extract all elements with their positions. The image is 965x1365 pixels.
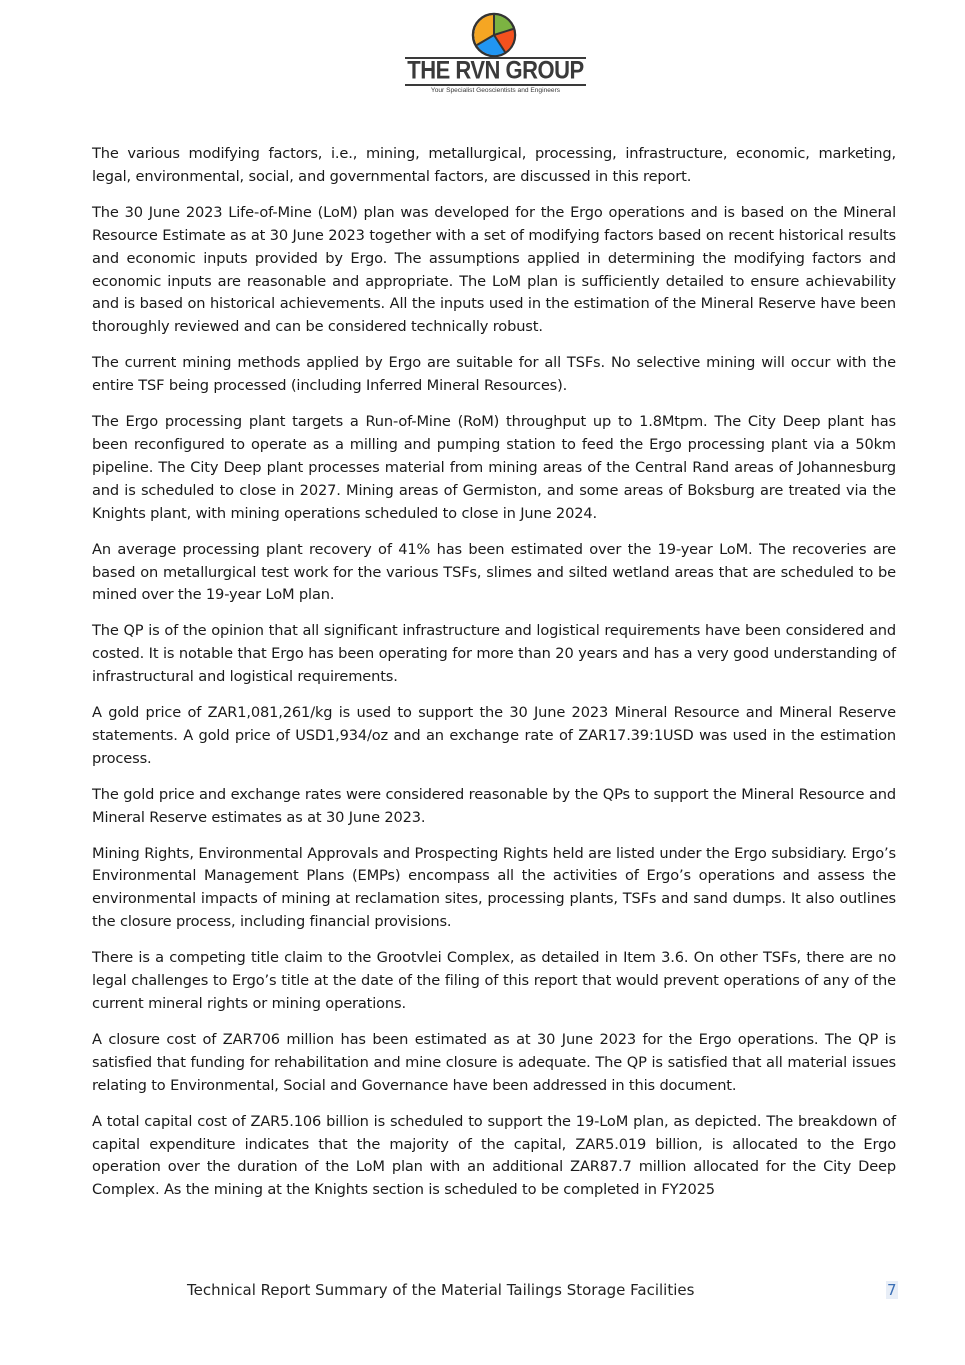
footer-title: Technical Report Summary of the Material Tailings Storage Facilities (187, 1281, 695, 1299)
paragraph: A total capital cost of ZAR5.106 billion is scheduled to support the 19-LoM plan, as depicted. The breakdown of capital expenditure indicates that the majority of the capital, ZAR5.019 billion, is allocated to the Ergo operation over the duration of the LoM plan with an additional ZAR87.7 million allocated for the City Deep Complex. As the mining at the Knights section is scheduled to be completed in FY2025 (92, 1112, 896, 1199)
paragraph: The Ergo processing plant targets a Run-of-Mine (RoM) throughput up to 1.8Mtpm. The City Deep plant has been reconfigured to operate as a milling and pumping station to feed the Ergo processing plant via a 50km pipeline. The City Deep plant processes material from mining areas of the Central Rand areas of Johannesburg and is scheduled to close in 2027. Mining areas of Germiston, and some areas of Boksburg are treated via the Knights plant, with mining operations scheduled to close in June 2024. (92, 413, 896, 522)
page-number: 7 (887, 1281, 897, 1299)
paragraph: A closure cost of ZAR706 million has been estimated as at 30 June 2023 for the Ergo operations. The QP is satisfied that funding for rehabilitation and mine closure is adequate. The QP is satisfied that all material issues relating to Environmental, Social and Governance have been addressed in this document. (92, 1030, 896, 1094)
paragraph: An average processing plant recovery of 41% has been estimated over the 19-year LoM. The recoveries are based on metallurgical test work for the various TSFs, slimes and silted wetland areas that are scheduled to be mined over the 19-year LoM plan. (92, 540, 896, 604)
paragraph: The various modifying factors, i.e., mining, metallurgical, processing, infrastructure, economic, marketing, legal, environmental, social, and governmental factors, are discussed in this report. (92, 145, 896, 185)
paragraph: Mining Rights, Environmental Approvals and Prospecting Rights held are listed under the Ergo subsidiary. Ergo’s Environmental Management Plans (EMPs) encompass all the activities of Ergo’s operations and assess the environmental impacts of mining at reclamation sites, processing plants, TSFs and sand dumps. It also outlines the closure process, including financial provisions. (92, 844, 896, 931)
logo-tagline: Your Specialist Geoscientists and Engineers (430, 87, 561, 94)
paragraph: A gold price of ZAR1,081,261/kg is used to support the 30 June 2023 Mineral Resource and Mineral Reserve statements. A gold price of USD1,934/oz and an exchange rate of ZAR17.39:1USD was used in the estimation process. (92, 704, 896, 767)
logo-rule-bottom (405, 84, 586, 86)
paragraph: The 30 June 2023 Life-of-Mine (LoM) plan was developed for the Ergo operations and is based on the Mineral Resource Estimate as at 30 June 2023 together with a set of modifying factors based on recent historical results and economic inputs provided by Ergo. The assumptions applied in determining the modifying factors and economic inputs are reasonable and appropriate. The LoM plan is sufficiently detailed to ensure achievability and is based on historical achievements. All the inputs used in the estimation of the Mineral Reserve have been thoroughly reviewed and can be considered technically robust. (92, 203, 896, 336)
paragraph: There is a competing title claim to the Grootvlei Complex, as detailed in Item 3.6. On other TSFs, there are no legal challenges to Ergo’s title at the date of the filing of this report that would prevent operations of any of the current mineral rights or mining operations. (92, 949, 896, 1012)
page-footer (0, 1281, 965, 1303)
company-logo (403, 12, 588, 98)
logo-title: THE RVN GROUP (407, 56, 584, 84)
paragraph: The QP is of the opinion that all significant infrastructure and logistical requirements have been considered and costed. It is notable that Ergo has been operating for more than 20 years and has a very good understanding of infrastructural and logistical requirements. (92, 622, 896, 686)
report-body (92, 143, 896, 1215)
logo-pie-icon (469, 12, 519, 58)
paragraph: The current mining methods applied by Ergo are suitable for all TSFs. No selective mining will occur with the entire TSF being processed (including Inferred Mineral Resources). (92, 354, 896, 395)
paragraph: The gold price and exchange rates were considered reasonable by the QPs to support the Mineral Resource and Mineral Reserve estimates as at 30 June 2023. (92, 785, 896, 826)
